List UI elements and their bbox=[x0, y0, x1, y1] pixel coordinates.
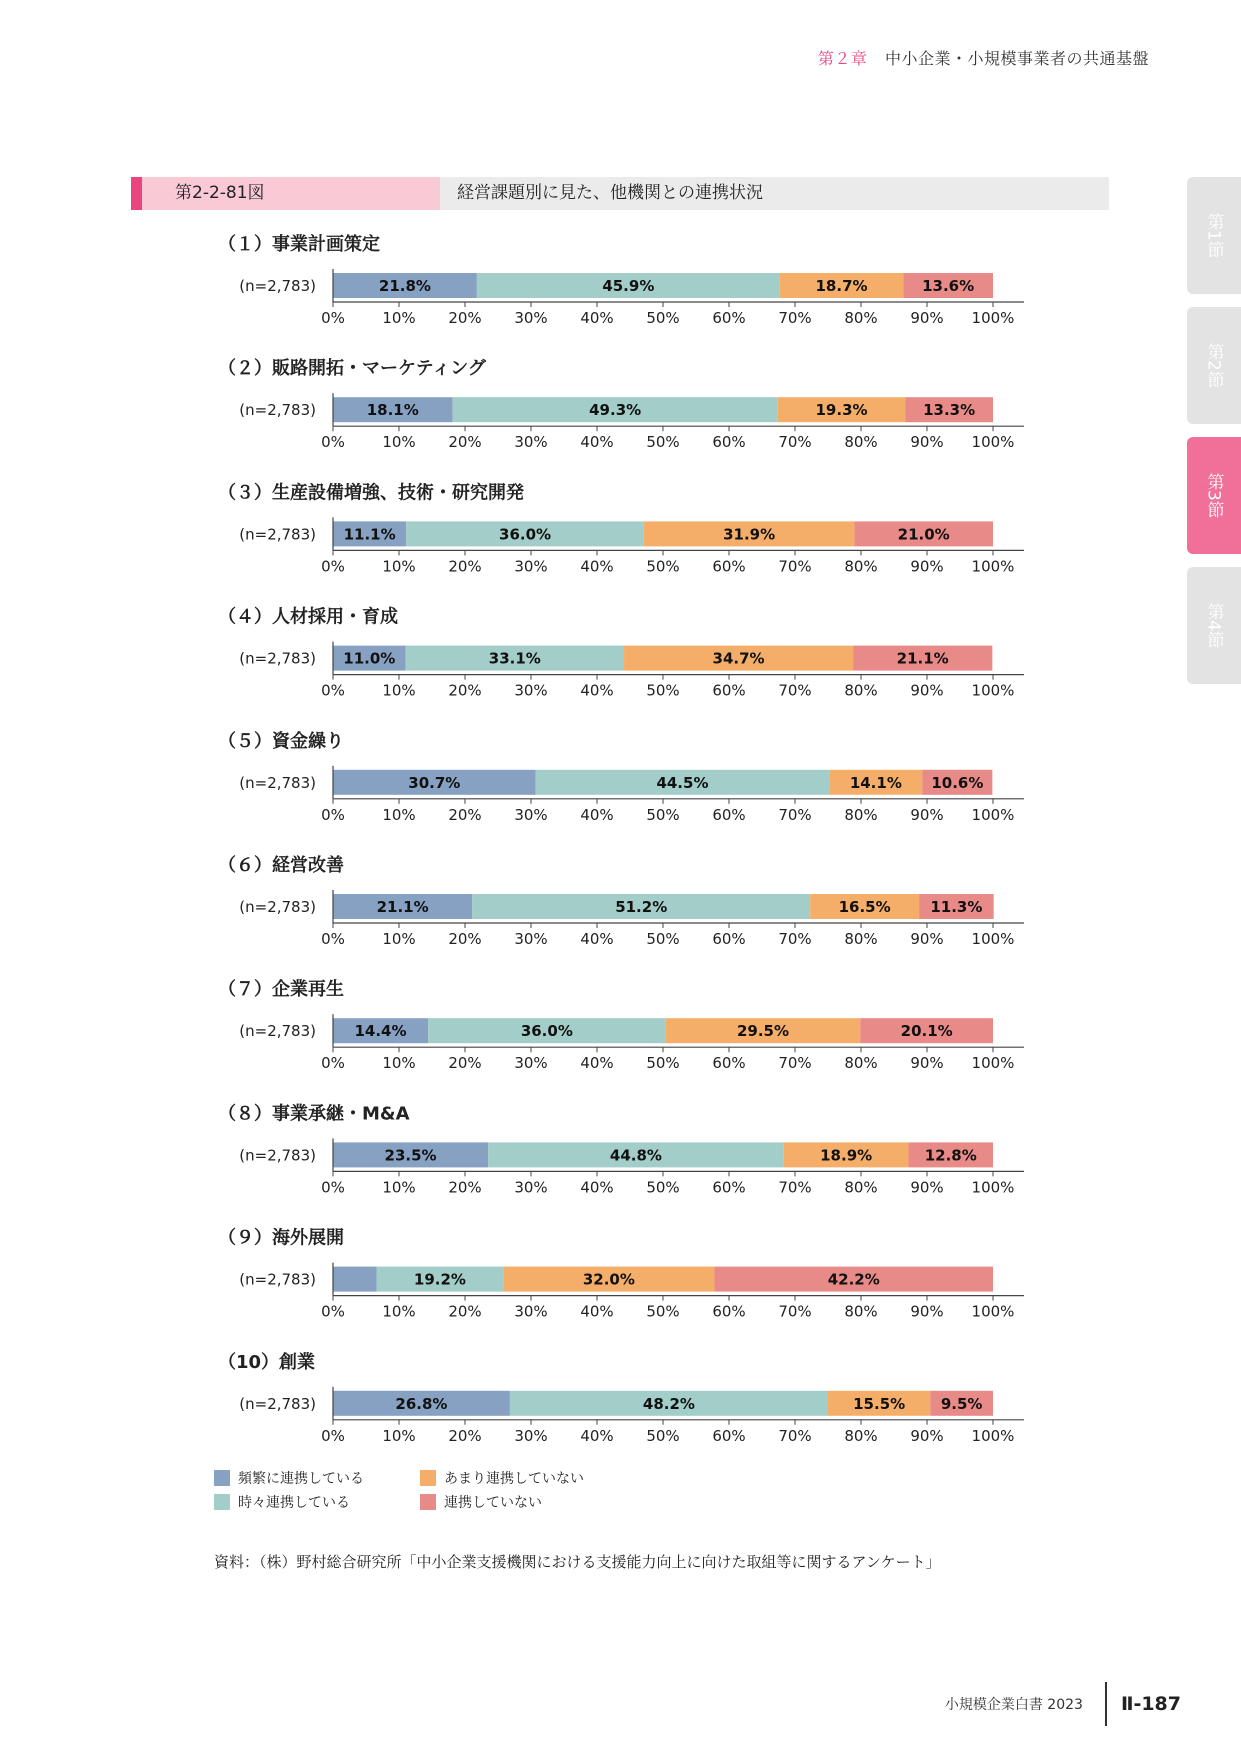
x-tick-label: 30% bbox=[514, 1426, 548, 1445]
x-tick-label: 40% bbox=[580, 1302, 614, 1321]
x-tick-label: 90% bbox=[910, 1426, 944, 1445]
x-tick-label: 100% bbox=[971, 1426, 1015, 1445]
x-tick-label: 0% bbox=[321, 930, 345, 948]
x-tick-label: 70% bbox=[778, 930, 812, 948]
legend-label-sometimes: 時々連携している bbox=[238, 1495, 350, 1511]
x-tick-label: 90% bbox=[910, 557, 944, 576]
panel-title: （８）事業承継・M&A bbox=[218, 1103, 410, 1125]
x-tick-label: 0% bbox=[321, 1426, 345, 1445]
x-tick-label: 0% bbox=[321, 1054, 345, 1073]
data-label-frequent: 26.8% bbox=[395, 1394, 448, 1413]
x-tick-label: 80% bbox=[844, 1302, 878, 1321]
x-tick-label: 60% bbox=[712, 433, 746, 452]
x-tick-label: 40% bbox=[580, 309, 614, 327]
data-label-none: 10.6% bbox=[931, 773, 984, 792]
panel-title: （３）生産設備増強、技術・研究開発 bbox=[218, 482, 524, 504]
x-tick-label: 30% bbox=[514, 1054, 548, 1073]
panel-title: （４）人材採用・育成 bbox=[218, 606, 398, 628]
x-tick-label: 100% bbox=[971, 681, 1015, 700]
data-label-frequent: 21.8% bbox=[378, 277, 431, 295]
data-label-sometimes: 44.5% bbox=[656, 773, 709, 792]
legend-label-none: 連携していない bbox=[444, 1495, 542, 1511]
legend-item-frequent bbox=[214, 1468, 364, 1488]
x-tick-label: 80% bbox=[844, 681, 878, 700]
x-tick-label: 60% bbox=[712, 930, 746, 948]
x-tick-label: 20% bbox=[448, 930, 482, 948]
x-tick-label: 70% bbox=[778, 1054, 812, 1073]
x-tick-label: 60% bbox=[712, 1426, 746, 1445]
x-tick-label: 70% bbox=[778, 1426, 812, 1445]
x-tick-label: 40% bbox=[580, 1426, 614, 1445]
legend-swatch-frequent bbox=[214, 1470, 230, 1486]
legend-item-rarely bbox=[420, 1468, 584, 1488]
data-label-rarely: 31.9% bbox=[723, 525, 776, 544]
data-label-frequent: 11.1% bbox=[343, 525, 396, 544]
x-tick-label: 70% bbox=[778, 433, 812, 452]
legend-label-frequent: 頻繁に連携している bbox=[238, 1471, 364, 1487]
data-label-none: 9.5% bbox=[940, 1394, 983, 1413]
x-tick-label: 40% bbox=[580, 681, 614, 700]
x-tick-label: 10% bbox=[382, 930, 416, 948]
figure-title: 経営課題別に見た、他機関との連携状況 bbox=[457, 183, 763, 203]
x-tick-label: 90% bbox=[910, 309, 944, 327]
x-tick-label: 100% bbox=[971, 557, 1015, 576]
sample-size-label: (n=2,783) bbox=[239, 649, 316, 668]
chapter-number: 第２章 bbox=[817, 49, 868, 68]
data-label-sometimes: 45.9% bbox=[602, 277, 655, 295]
x-tick-label: 50% bbox=[646, 1302, 680, 1321]
x-tick-label: 100% bbox=[971, 309, 1015, 327]
x-tick-label: 20% bbox=[448, 1426, 482, 1445]
data-label-none: 42.2% bbox=[827, 1270, 880, 1289]
x-tick-label: 30% bbox=[514, 1178, 548, 1197]
data-label-frequent: 11.0% bbox=[343, 649, 396, 668]
x-tick-label: 70% bbox=[778, 1178, 812, 1197]
x-tick-label: 60% bbox=[712, 557, 746, 576]
data-label-sometimes: 44.8% bbox=[609, 1146, 662, 1165]
x-tick-label: 50% bbox=[646, 1426, 680, 1445]
legend-item-sometimes bbox=[214, 1492, 350, 1512]
x-tick-label: 70% bbox=[778, 805, 812, 824]
x-tick-label: 70% bbox=[778, 557, 812, 576]
x-tick-label: 40% bbox=[580, 930, 614, 948]
x-tick-label: 70% bbox=[778, 681, 812, 700]
data-label-frequent: 14.4% bbox=[354, 1022, 407, 1041]
chart-panel-10 bbox=[218, 1351, 1024, 1445]
chart-panel-1 bbox=[218, 233, 1024, 327]
legend-swatch-sometimes bbox=[214, 1494, 230, 1510]
x-tick-label: 30% bbox=[514, 930, 548, 948]
legend-label-rarely: あまり連携していない bbox=[444, 1471, 584, 1487]
x-tick-label: 90% bbox=[910, 805, 944, 824]
x-tick-label: 80% bbox=[844, 805, 878, 824]
x-tick-label: 20% bbox=[448, 433, 482, 452]
data-label-none: 12.8% bbox=[924, 1146, 977, 1165]
x-tick-label: 100% bbox=[971, 1302, 1015, 1321]
x-tick-label: 30% bbox=[514, 681, 548, 700]
x-tick-label: 80% bbox=[844, 433, 878, 452]
x-tick-label: 10% bbox=[382, 433, 416, 452]
footer-divider bbox=[1105, 1682, 1107, 1726]
section-tab-2[interactable]: 第2節 bbox=[1187, 307, 1241, 424]
panel-title: （10）創業 bbox=[218, 1351, 316, 1373]
x-tick-label: 100% bbox=[971, 1054, 1015, 1073]
x-tick-label: 90% bbox=[910, 433, 944, 452]
x-tick-label: 50% bbox=[646, 1178, 680, 1197]
bar-segment-frequent bbox=[333, 1267, 377, 1292]
x-tick-label: 20% bbox=[448, 681, 482, 700]
data-label-frequent: 18.1% bbox=[366, 401, 419, 420]
x-tick-label: 100% bbox=[971, 1178, 1015, 1197]
x-tick-label: 40% bbox=[580, 1054, 614, 1073]
x-tick-label: 60% bbox=[712, 309, 746, 327]
panel-title: （５）資金繰り bbox=[218, 730, 344, 752]
sample-size-label: (n=2,783) bbox=[239, 898, 316, 916]
data-label-sometimes: 49.3% bbox=[589, 401, 642, 420]
x-tick-label: 80% bbox=[844, 309, 878, 327]
chapter-title: 中小企業・小規模事業者の共通基盤 bbox=[884, 49, 1149, 68]
x-tick-label: 0% bbox=[321, 309, 345, 327]
x-tick-label: 50% bbox=[646, 557, 680, 576]
x-tick-label: 20% bbox=[448, 557, 482, 576]
section-tab-4[interactable]: 第4節 bbox=[1187, 567, 1241, 684]
data-label-rarely: 18.7% bbox=[815, 277, 868, 295]
sample-size-label: (n=2,783) bbox=[239, 1146, 316, 1165]
data-label-frequent: 23.5% bbox=[384, 1146, 437, 1165]
source-note: 資料：（株）野村総合研究所「中小企業支援機関における支援能力向上に向けた取組等に関するアンケート」 bbox=[214, 1553, 941, 1571]
x-tick-label: 60% bbox=[712, 805, 746, 824]
sample-size-label: (n=2,783) bbox=[239, 401, 316, 420]
x-tick-label: 20% bbox=[448, 805, 482, 824]
x-tick-label: 30% bbox=[514, 1302, 548, 1321]
x-tick-label: 10% bbox=[382, 1426, 416, 1445]
data-label-sometimes: 48.2% bbox=[642, 1394, 695, 1413]
data-label-sometimes: 33.1% bbox=[488, 649, 541, 668]
x-tick-label: 50% bbox=[646, 805, 680, 824]
panel-title: （７）企業再生 bbox=[218, 979, 344, 1001]
x-tick-label: 40% bbox=[580, 433, 614, 452]
sample-size-label: (n=2,783) bbox=[239, 1022, 316, 1041]
x-tick-label: 60% bbox=[712, 1178, 746, 1197]
x-tick-label: 90% bbox=[910, 681, 944, 700]
x-tick-label: 0% bbox=[321, 681, 345, 700]
sample-size-label: (n=2,783) bbox=[239, 525, 316, 544]
figure-number: 第2-2-81図 bbox=[142, 177, 440, 210]
chart-panel-4 bbox=[218, 606, 1024, 700]
page-footer bbox=[945, 1682, 1181, 1726]
data-label-none: 13.3% bbox=[923, 401, 976, 420]
x-tick-label: 60% bbox=[712, 681, 746, 700]
x-tick-label: 0% bbox=[321, 805, 345, 824]
x-tick-label: 0% bbox=[321, 557, 345, 576]
data-label-none: 21.1% bbox=[896, 649, 949, 668]
x-tick-label: 90% bbox=[910, 930, 944, 948]
x-tick-label: 10% bbox=[382, 805, 416, 824]
data-label-rarely: 16.5% bbox=[838, 898, 891, 916]
x-tick-label: 80% bbox=[844, 1426, 878, 1445]
x-tick-label: 90% bbox=[910, 1054, 944, 1073]
x-tick-label: 10% bbox=[382, 681, 416, 700]
section-tab-1[interactable]: 第1節 bbox=[1187, 177, 1241, 294]
panel-title: （２）販路開拓・マーケティング bbox=[218, 358, 486, 380]
data-label-none: 21.0% bbox=[897, 525, 950, 544]
x-tick-label: 90% bbox=[910, 1302, 944, 1321]
x-tick-label: 0% bbox=[321, 433, 345, 452]
x-tick-label: 40% bbox=[580, 557, 614, 576]
data-label-sometimes: 36.0% bbox=[499, 525, 552, 544]
chart-panel-3 bbox=[218, 481, 1024, 575]
data-label-rarely: 14.1% bbox=[849, 773, 902, 792]
chart-panel-5 bbox=[218, 730, 1024, 824]
data-label-sometimes: 19.2% bbox=[413, 1270, 466, 1289]
x-tick-label: 10% bbox=[382, 1302, 416, 1321]
book-title: 小規模企業白書 2023 bbox=[944, 1697, 1083, 1713]
x-tick-label: 10% bbox=[382, 557, 416, 576]
x-tick-label: 20% bbox=[448, 309, 482, 327]
x-tick-label: 10% bbox=[382, 1054, 416, 1073]
legend-item-none bbox=[420, 1492, 542, 1512]
legend-swatch-none bbox=[420, 1494, 436, 1510]
x-tick-label: 10% bbox=[382, 1178, 416, 1197]
x-tick-label: 80% bbox=[844, 930, 878, 948]
x-tick-label: 40% bbox=[580, 1178, 614, 1197]
x-tick-label: 0% bbox=[321, 1302, 345, 1321]
x-tick-label: 20% bbox=[448, 1178, 482, 1197]
data-label-rarely: 34.7% bbox=[712, 649, 765, 668]
x-tick-label: 80% bbox=[844, 1178, 878, 1197]
sample-size-label: (n=2,783) bbox=[239, 1394, 316, 1413]
x-tick-label: 20% bbox=[448, 1054, 482, 1073]
x-tick-label: 40% bbox=[580, 805, 614, 824]
chart-panel-6 bbox=[218, 854, 1024, 948]
data-label-none: 11.3% bbox=[930, 898, 983, 916]
x-tick-label: 80% bbox=[844, 557, 878, 576]
x-tick-label: 80% bbox=[844, 1054, 878, 1073]
x-tick-label: 50% bbox=[646, 1054, 680, 1073]
data-label-none: 13.6% bbox=[922, 277, 975, 295]
panel-title: （６）経営改善 bbox=[218, 855, 344, 876]
data-label-rarely: 29.5% bbox=[736, 1022, 790, 1041]
x-tick-label: 60% bbox=[712, 1054, 746, 1073]
data-label-none: 20.1% bbox=[900, 1022, 953, 1041]
page-number: Ⅱ-187 bbox=[1120, 1693, 1181, 1715]
panel-title: （１）事業計画策定 bbox=[218, 234, 380, 255]
x-tick-label: 20% bbox=[448, 1302, 482, 1321]
chart-panel-7 bbox=[218, 978, 1024, 1072]
x-tick-label: 10% bbox=[382, 309, 416, 327]
x-tick-label: 50% bbox=[646, 930, 680, 948]
data-label-frequent: 21.1% bbox=[376, 898, 429, 916]
x-tick-label: 30% bbox=[514, 309, 548, 327]
x-tick-label: 30% bbox=[514, 557, 548, 576]
x-tick-label: 100% bbox=[971, 805, 1015, 824]
sample-size-label: (n=2,783) bbox=[239, 277, 316, 295]
x-tick-label: 70% bbox=[778, 1302, 812, 1321]
x-tick-label: 0% bbox=[321, 1178, 345, 1197]
x-tick-label: 30% bbox=[514, 805, 548, 824]
data-label-rarely: 15.5% bbox=[853, 1394, 906, 1413]
data-label-rarely: 18.9% bbox=[820, 1146, 873, 1165]
x-tick-label: 100% bbox=[971, 930, 1015, 948]
section-tab-3[interactable]: 第3節 bbox=[1187, 437, 1241, 554]
x-tick-label: 50% bbox=[646, 309, 680, 327]
chart-panel-2 bbox=[218, 357, 1024, 451]
x-tick-label: 30% bbox=[514, 433, 548, 452]
sample-size-label: (n=2,783) bbox=[239, 1270, 316, 1289]
x-tick-label: 90% bbox=[910, 1178, 944, 1197]
data-label-rarely: 32.0% bbox=[582, 1270, 635, 1289]
chart-panel-9 bbox=[218, 1227, 1024, 1321]
x-tick-label: 50% bbox=[646, 433, 680, 452]
data-label-sometimes: 36.0% bbox=[520, 1022, 573, 1041]
data-label-rarely: 19.3% bbox=[815, 401, 868, 420]
x-tick-label: 100% bbox=[971, 433, 1015, 452]
data-label-sometimes: 51.2% bbox=[615, 898, 668, 916]
panel-title: （９）海外展開 bbox=[218, 1227, 344, 1249]
sample-size-label: (n=2,783) bbox=[239, 773, 316, 792]
legend-swatch-rarely bbox=[420, 1470, 436, 1486]
x-tick-label: 60% bbox=[712, 1302, 746, 1321]
data-label-frequent: 30.7% bbox=[408, 773, 461, 792]
x-tick-label: 50% bbox=[646, 681, 680, 700]
chart-panel-8 bbox=[218, 1102, 1024, 1196]
x-tick-label: 70% bbox=[778, 309, 812, 327]
